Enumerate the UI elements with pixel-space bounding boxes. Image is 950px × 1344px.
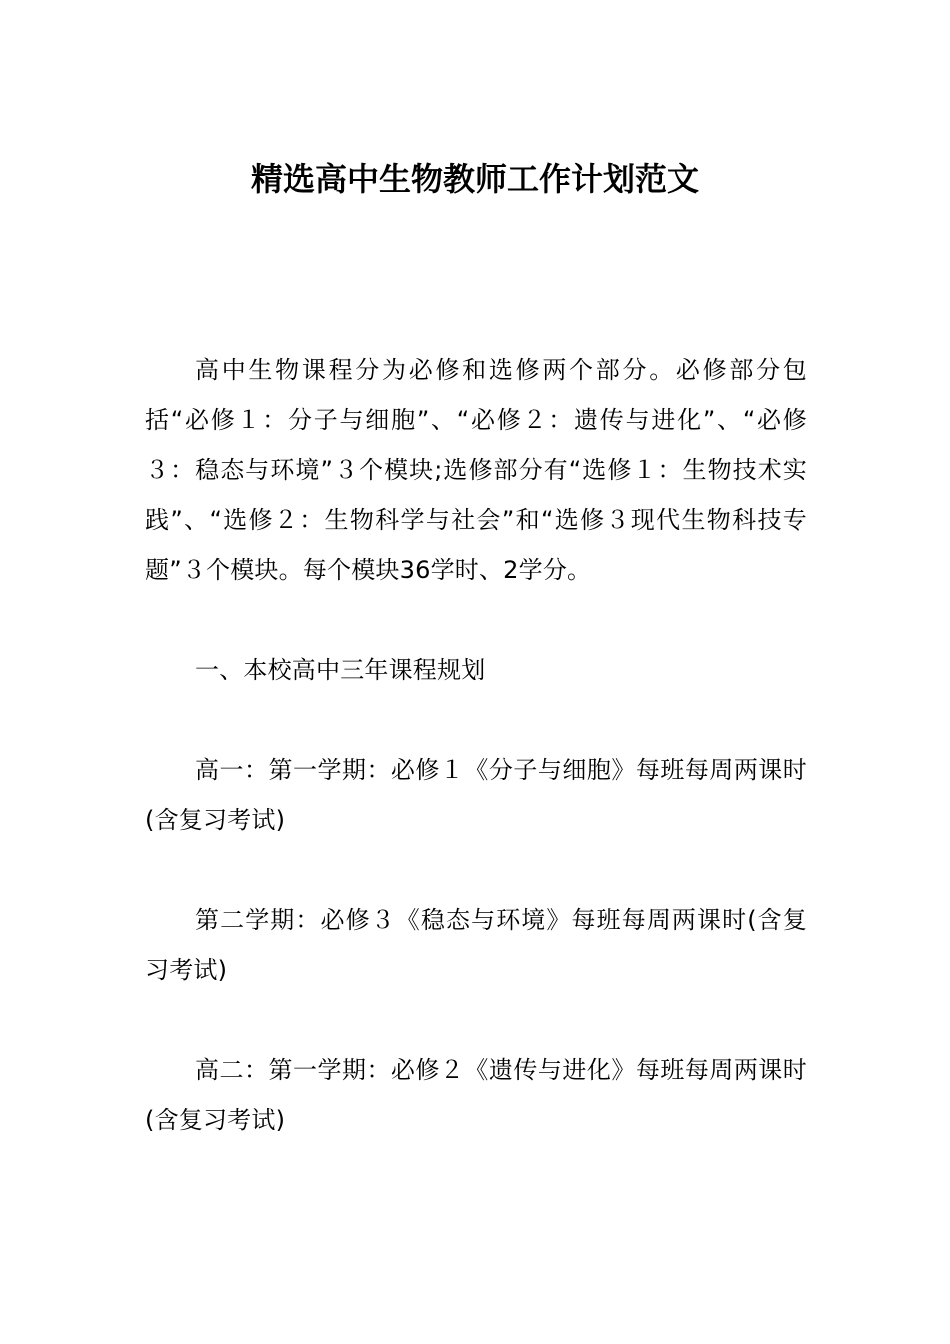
document-title: 精选高中生物教师工作计划范文 bbox=[250, 160, 699, 198]
paragraph-spacer bbox=[145, 845, 807, 895]
paragraph-spacer bbox=[145, 995, 807, 1045]
paragraph-course-overview: 高中生物课程分为必修和选修两个部分。必修部分包括“必修１：分子与细胞”、“必修２：遗传与进化”、“必修３：稳态与环境”３个模块;选修部分有“选修１：生物技术实践”、“选修２：生物科学与社会”和“选修３现代生物科技专题”３个模块。每个模块36学时、2学分。 bbox=[145, 356, 807, 584]
paragraph-grade2-term1: 高二：第一学期：必修２《遗传与进化》每班每周两课时(含复习考试) bbox=[145, 1056, 807, 1134]
paragraph-spacer bbox=[145, 695, 807, 745]
document-body bbox=[145, 345, 807, 1145]
section-heading-course-plan: 一、本校高中三年课程规划 bbox=[195, 656, 486, 684]
paragraph-grade1-term2: 第二学期：必修３《稳态与环境》每班每周两课时(含复习考试) bbox=[145, 906, 807, 984]
paragraph-spacer bbox=[145, 595, 807, 645]
paragraph-grade1-term1: 高一：第一学期：必修１《分子与细胞》每班每周两课时(含复习考试) bbox=[145, 756, 807, 834]
